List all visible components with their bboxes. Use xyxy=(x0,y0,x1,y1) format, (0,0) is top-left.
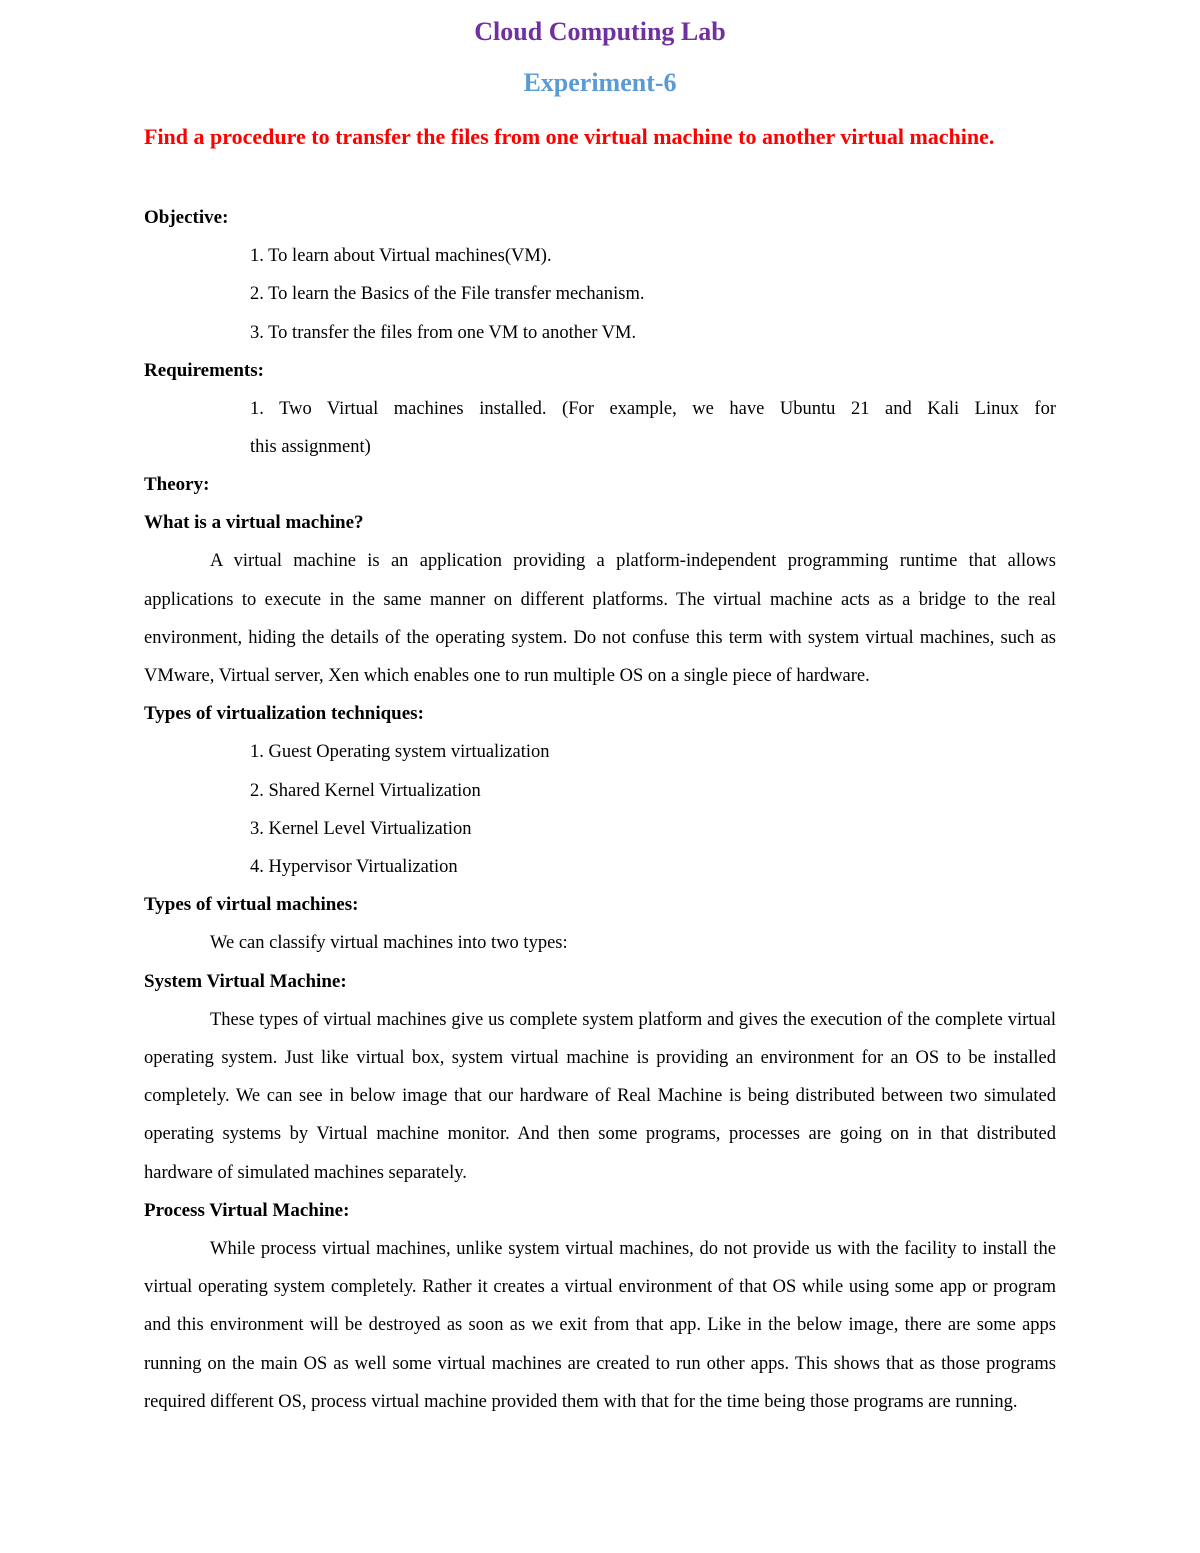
vm-types-heading: Types of virtual machines: xyxy=(144,894,359,916)
aim-statement: Find a procedure to transfer the files from one virtual machine to another virtual machine. xyxy=(144,124,995,149)
objective-item: 1. To learn about Virtual machines(VM). xyxy=(250,246,552,267)
requirements-item-line: this assignment) xyxy=(250,437,371,458)
process-vm-paragraph: While process virtual machines, unlike system virtual machines, do not provide us with the facility to install the virtual operating system completely. Rather it creates a virtual environment of that OS while using some app or program and this environment will be destroyed as soon as we exit from that app. Like in the below image, there are some apps running on the main OS as well some virtual machines are created to run other apps. This shows that as those programs required different OS, process virtual machine provided them with that for the time being those programs are running. xyxy=(144,1239,1056,1412)
theory-section xyxy=(144,466,1056,1421)
vm-types-intro: We can classify virtual machines into two types: xyxy=(210,933,568,954)
technique-item: 3. Kernel Level Virtualization xyxy=(250,818,472,839)
technique-item: 4. Hypervisor Virtualization xyxy=(250,857,458,878)
requirements-item xyxy=(144,390,1056,466)
process-vm-heading: Process Virtual Machine: xyxy=(144,1199,350,1221)
requirements-item-line: 1. Two Virtual machines installed. (For example, we have Ubuntu 21 and Kali Linux for xyxy=(250,399,1056,420)
objective-heading: Objective: xyxy=(144,207,229,228)
techniques-heading: Types of virtualization techniques: xyxy=(144,703,424,725)
theory-heading: Theory: xyxy=(144,474,210,495)
system-vm-heading: System Virtual Machine: xyxy=(144,970,347,992)
objective-section xyxy=(144,199,1056,352)
objective-item: 2. To learn the Basics of the File transfer mechanism. xyxy=(250,284,645,305)
technique-item: 1. Guest Operating system virtualization xyxy=(250,742,550,763)
experiment-title: Experiment-6 xyxy=(523,68,677,97)
requirements-section xyxy=(144,352,1056,467)
system-vm-paragraph: These types of virtual machines give us complete system platform and gives the execution of the complete virtual operating system. Just like virtual box, system virtual machine is providing an environment for an OS to be installed completely. We can see in below image that our hardware of Real Machine is being distributed between two simulated operating systems by Virtual machine monitor. And then some programs, processes are going on in that distributed hardware of simulated machines separately. xyxy=(144,1009,1056,1183)
course-title: Cloud Computing Lab xyxy=(474,17,726,46)
objective-item: 3. To transfer the files from one VM to another VM. xyxy=(250,322,637,343)
requirements-heading: Requirements: xyxy=(144,360,264,381)
technique-item: 2. Shared Kernel Virtualization xyxy=(250,780,481,801)
vm-heading: What is a virtual machine? xyxy=(144,512,364,534)
vm-paragraph: A virtual machine is an application providing a platform-independent programming runtime that allows applications to execute in the same manner on different platforms. The virtual machine acts as a bridge to the real environment, hiding the details of the operating system. Do not confuse this term with system virtual machines, such as VMware, Virtual server, Xen which enables one to run multiple OS on a single piece of hardware. xyxy=(144,551,1056,687)
